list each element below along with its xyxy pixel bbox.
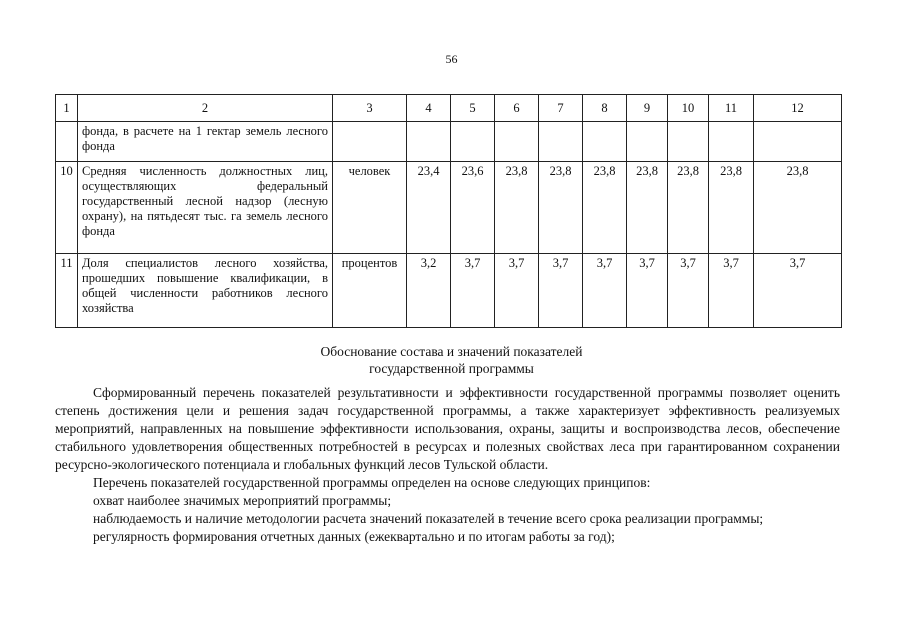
column-header: 5 (451, 95, 495, 122)
paragraph: регулярность формирования отчетных данных (ежеквартально и по итогам работы за год); (93, 529, 615, 544)
body-text (55, 384, 840, 546)
value-cell: 23,8 (627, 162, 668, 254)
column-header: 4 (407, 95, 451, 122)
table-row (56, 162, 842, 254)
value-cell: 3,7 (583, 254, 627, 328)
table-row (56, 254, 842, 328)
value-cell: 23,8 (668, 162, 709, 254)
table-header-row (56, 95, 842, 122)
row-number: 10 (56, 162, 78, 254)
column-header: 3 (333, 95, 407, 122)
value-cell: 23,6 (451, 162, 495, 254)
column-header: 11 (709, 95, 754, 122)
value-cell: 3,2 (407, 254, 451, 328)
section-heading-line: государственной программы (369, 361, 534, 376)
value-cell: 3,7 (539, 254, 583, 328)
section-heading (0, 343, 903, 377)
paragraph: Сформированный перечень показателей результативности и эффективности государственной программы позволяет оценить степень достижения цели и решения задач государственной программы, а также характеризует эффективность реализуемых мероприятий, направленных на повышение эффективности использования, охраны, защиты и воспроизводства лесов, обеспечение стабильного удовлетворения общественных потребностей в ресурсах и полезных свойствах леса при гарантированном сохранении ресурсно-экологического потенциала и глобальных функций лесов Тульской области. (55, 385, 840, 472)
paragraph: наблюдаемость и наличие методологии расчета значений показателей в течение всего срока реализации программы; (93, 511, 764, 526)
value-cell (668, 122, 709, 162)
value-cell: 23,4 (407, 162, 451, 254)
value-cell: 23,8 (495, 162, 539, 254)
column-header: 7 (539, 95, 583, 122)
unit-cell: человек (333, 162, 407, 254)
indicator-description: фонда, в расчете на 1 гектар земель лесного фонда (78, 122, 333, 162)
table-row (56, 122, 842, 162)
unit-cell: процентов (333, 254, 407, 328)
column-header: 10 (668, 95, 709, 122)
value-cell: 23,8 (709, 162, 754, 254)
indicators-table (55, 94, 842, 328)
value-cell: 23,8 (539, 162, 583, 254)
column-header: 2 (78, 95, 333, 122)
column-header: 12 (754, 95, 842, 122)
row-number: 11 (56, 254, 78, 328)
value-cell (451, 122, 495, 162)
value-cell (754, 122, 842, 162)
paragraph: охват наиболее значимых мероприятий программы; (93, 493, 392, 508)
section-heading-line: Обоснование состава и значений показателей (320, 344, 583, 359)
column-header: 8 (583, 95, 627, 122)
value-cell: 3,7 (668, 254, 709, 328)
column-header: 9 (627, 95, 668, 122)
value-cell (583, 122, 627, 162)
value-cell (709, 122, 754, 162)
column-header: 1 (56, 95, 78, 122)
column-header: 6 (495, 95, 539, 122)
value-cell (539, 122, 583, 162)
unit-cell (333, 122, 407, 162)
value-cell: 3,7 (451, 254, 495, 328)
page-number: 56 (445, 52, 458, 66)
value-cell: 3,7 (709, 254, 754, 328)
value-cell: 3,7 (627, 254, 668, 328)
value-cell: 23,8 (754, 162, 842, 254)
indicator-description: Средняя численность должностных лиц, осуществляющих федеральный государственный лесной надзор (лесную охрану), на пятьдесят тыс. га земель лесного фонда (78, 162, 333, 254)
value-cell (407, 122, 451, 162)
indicator-description: Доля специалистов лесного хозяйства, прошедших повышение квалификации, в общей численности работников лесного хозяйства (78, 254, 333, 328)
value-cell (495, 122, 539, 162)
value-cell (627, 122, 668, 162)
value-cell: 3,7 (754, 254, 842, 328)
value-cell: 3,7 (495, 254, 539, 328)
value-cell: 23,8 (583, 162, 627, 254)
paragraph: Перечень показателей государственной программы определен на основе следующих принципов: (93, 475, 651, 490)
row-number (56, 122, 78, 162)
